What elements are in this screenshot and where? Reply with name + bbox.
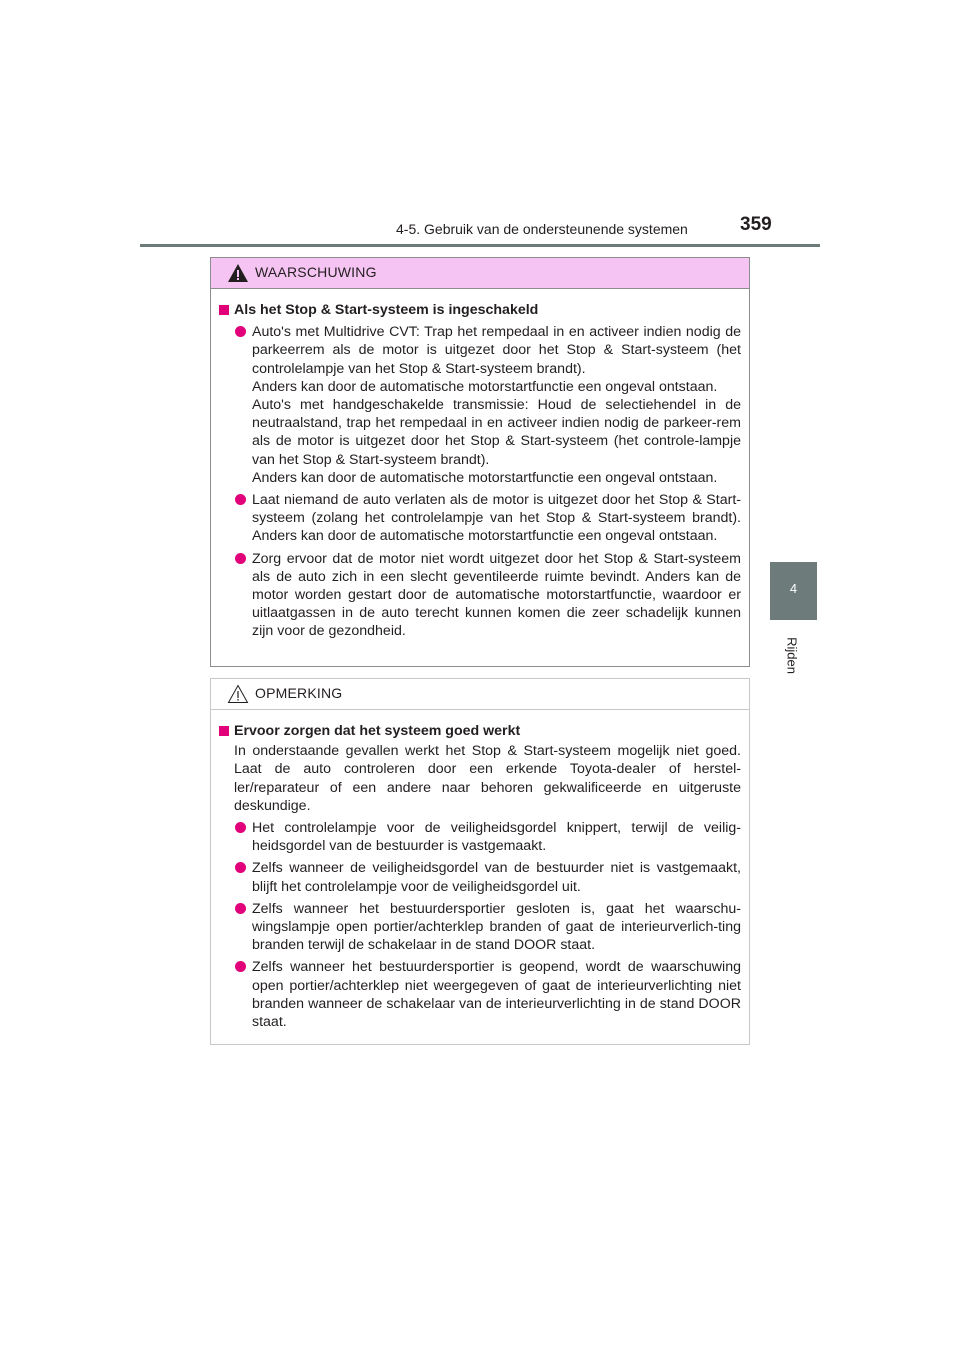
round-bullet-icon <box>235 326 246 337</box>
round-bullet-icon <box>235 822 246 833</box>
warning-heading <box>217 301 741 319</box>
bullet-paragraph: Het controlelampje voor de veiligheidsgordel knippert, terwijl de veilig-heidsgordel van de bestuurder is vastgemaakt. <box>252 820 741 855</box>
bullet-paragraph: Laat niemand de auto verlaten als de motor is uitgezet door het Stop & Start-systeem (zolang het controlelampje van het Stop & Start-systeem brandt). Anders kan door de automatische motorstartfunctie een ongeval ontstaan. <box>252 492 741 545</box>
bullet-paragraph: Zelfs wanneer het bestuurdersportier gesloten is, gaat het waarschu-wingslampje open portier/achterklep branden of gaat de interieurverlich-ting branden terwijl de schakelaar in de stand DOOR staat. <box>252 900 741 954</box>
bullet-paragraph: Zelfs wanneer het bestuurdersportier is geopend, wordt de waarschuwing open portier/achterklep niet weergegeven of gaat de interieurverlichting niet branden wanneer de schakelaar van de interieurverlichting in de stand DOOR staat. <box>252 959 741 1031</box>
note-header <box>211 679 749 710</box>
note-heading-text: Ervoor zorgen dat het systeem goed werkt <box>234 723 521 739</box>
list-item <box>217 323 741 487</box>
chapter-label <box>782 630 802 690</box>
header-rule <box>140 244 820 247</box>
chapter-number: 4 <box>789 581 798 596</box>
note-intro: In onderstaande gevallen werkt het Stop & Start-systeem mogelijk niet goed. Laat de auto controleren door een erkende Toyota-dealer of herstel-ler/reparateur of een andere naar behoren gekwalificeerde en uitgeruste deskundige. <box>234 743 741 814</box>
note-heading <box>217 722 741 740</box>
note-box <box>210 678 750 1045</box>
bullet-paragraph: Auto's met handgeschakelde transmissie: Houd de selectiehendel in de neutraalstand, trap het rempedaal in en activeer indien nodig de parkeer-rem als de motor is uitgezet door het Stop & Start-systeem (het controle-lampje van het Stop & Start-systeem brandt). <box>252 397 741 468</box>
round-bullet-icon <box>235 553 246 564</box>
round-bullet-icon <box>235 903 246 914</box>
round-bullet-icon <box>235 494 246 505</box>
bullet-paragraph: Anders kan door de automatische motorstartfunctie een ongeval ontstaan. <box>252 378 718 395</box>
warning-title: WAARSCHUWING <box>255 264 377 280</box>
note-body <box>211 710 749 1031</box>
list-item <box>217 958 741 1031</box>
list-item <box>217 491 741 546</box>
bullet-paragraph: Zorg ervoor dat de motor niet wordt uitgezet door het Stop & Start-systeem als de auto zich in een slecht geventileerde ruimte bevindt. Anders kan de motor worden gestart door de automatische motorstartfunctie, waardoor er uitlaatgassen in de auto terecht kunnen komen die zeer schadelijk kunnen zijn voor de gezondheid. <box>252 550 741 640</box>
bullet-paragraph: Auto's met Multidrive CVT: Trap het rempedaal in en activeer indien nodig de parkeerrem als de motor is uitgezet door het Stop & Start-systeem (het controlelampje van het Stop & Start-systeem brandt). <box>252 324 741 377</box>
warning-heading-text: Als het Stop & Start-systeem is ingeschakeld <box>234 302 539 318</box>
note-title: OPMERKING <box>255 685 343 701</box>
round-bullet-icon <box>235 961 246 972</box>
warning-body <box>211 289 749 641</box>
bullet-paragraph: Zelfs wanneer de veiligheidsgordel van de bestuurder niet is vastgemaakt, blijft het controlelampje voor de veiligheidsgordel uit. <box>252 860 741 895</box>
list-item <box>217 900 741 955</box>
warning-box <box>210 257 750 667</box>
square-bullet-icon <box>219 726 229 736</box>
warning-triangle-icon <box>227 263 249 283</box>
chapter-tab <box>770 562 817 620</box>
list-item <box>217 550 741 641</box>
page-number: 359 <box>740 214 772 235</box>
list-item <box>217 859 741 895</box>
round-bullet-icon <box>235 862 246 873</box>
chapter-label-text: Rijden <box>784 637 800 674</box>
warning-header <box>211 258 749 289</box>
list-item <box>217 819 741 855</box>
section-title: 4-5. Gebruik van de ondersteunende systemen <box>396 221 688 237</box>
bullet-paragraph: Anders kan door de automatische motorstartfunctie een ongeval ontstaan. <box>252 469 718 486</box>
caution-outline-icon <box>227 684 249 704</box>
square-bullet-icon <box>219 305 229 315</box>
